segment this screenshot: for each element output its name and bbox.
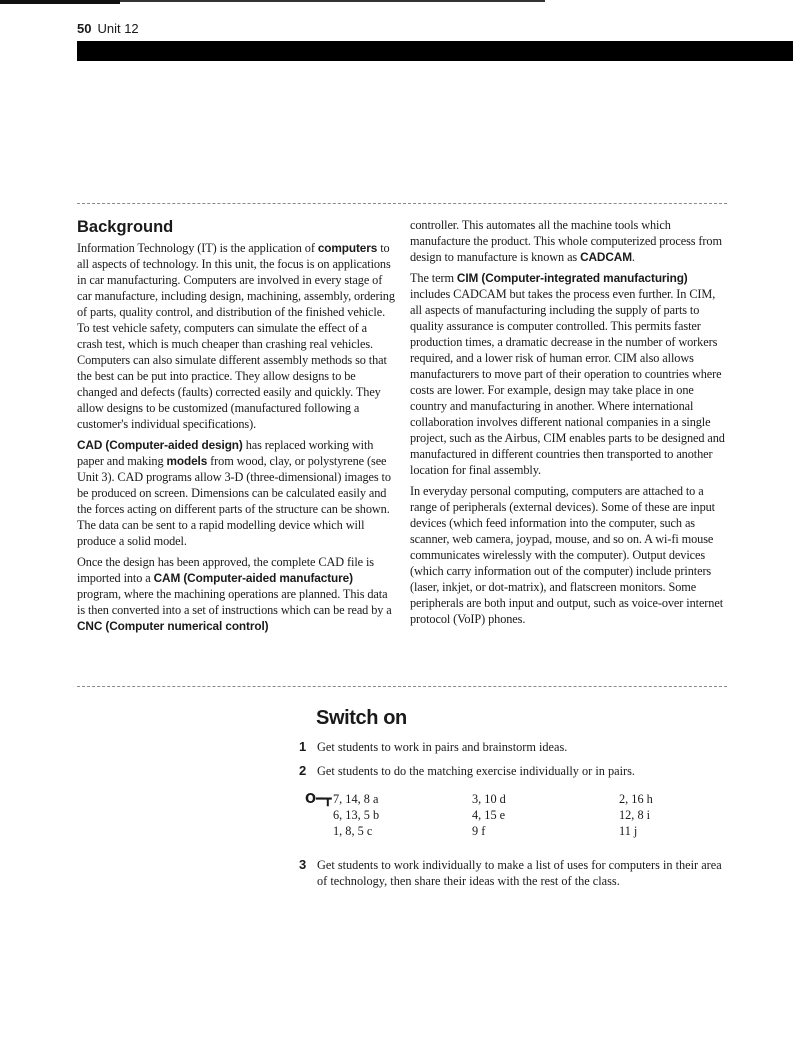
text-run: Information Technology (IT) is the application of [77,241,318,255]
task-text: Get students to work individually to make a list of uses for computers in their area of technology, then share their ideas with the rest of the class. [317,858,722,888]
body-paragraph [410,483,728,627]
switch-on-heading: Switch on [316,707,407,729]
task-number: 2 [299,763,307,778]
top-rule-accent [0,0,120,4]
answer: 12, 8 i [619,808,651,822]
left-paragraphs [77,240,395,634]
task-number: 3 [299,857,307,872]
text-run: . [631,250,635,264]
task-number: 1 [299,739,307,754]
body-paragraph [77,240,395,432]
text-run: In everyday personal computing, computers are attached to a range of peripherals (external devices). Some of these are input devices (which feed information into the computer, such as scanner, web camera, joypad, mouse, and so on. A wi-fi mouse communicates wirelessly with the computer). Output devices (which carry information out of the computer) include printers (laser, inkjet, or dot-matrix), and flatscreen monitors. Some peripherals are both input and output, such as voice-over internet protocol (VoIP) phones. [410,484,724,626]
text-run: program, where the machining operations are planned. This data is then converted into a set of instructions which can be read by a [77,587,392,617]
text-run: from wood, clay, or polystyrene (see Unit 3). CAD programs allow 3-D (three-dimensional) images to be produced on screen. Dimensions can be calculated easily and the forces acting on different parts of the structure can be shown. The data can be sent to a rapid modelling device which will produce a solid model. [77,454,391,548]
page-number: 50 [77,21,92,36]
body-paragraph [410,270,728,478]
answer: 9 f [472,824,486,838]
key-term: CNC (Computer numerical control) [77,619,269,633]
text-run: to all aspects of technology. In this unit, the focus is on applications in car manufacturing. Computers are involved in every stage of car manufacture, including design, machining, assembly, ordering of parts, quality control, and distribution of the finished vehicle. To test vehicle safety, computers can simulate the effect of a crash test, which is much cheaper than crashing real vehicles. Computers can also simulate different assembly methods so that the best can be put into practice. They allow designs to be changed and defects (faults) corrected easily and quickly. They allow designs to be customized (manufactured following a customer's individual specifications). [77,241,395,431]
text-run: controller. This automates all the machine tools which manufacture the product. This whole computerized process from design to manufacture is known as [410,218,722,264]
key-term: CAD (Computer-aided design) [77,438,243,452]
answer: 4, 15 e [472,808,506,822]
text-run: The term [410,271,457,285]
answer: 3, 10 d [472,792,506,806]
body-paragraph [77,437,395,549]
key-term: models [166,454,208,468]
answer: 11 j [619,824,638,838]
section-divider-bottom [77,686,727,687]
task-item [299,857,729,889]
key-term: computers [317,241,378,255]
body-paragraph [410,217,728,265]
text-run: Once the design has been approved, the complete CAD file is imported into a [77,555,374,585]
unit-label: Unit 12 [97,21,139,36]
answer: 2, 16 h [619,792,653,806]
switch-on-section [316,707,736,730]
page-header [77,21,139,36]
key-term: CIM (Computer-integrated manufacturing) [456,271,688,285]
section-divider-top [77,203,727,204]
background-right-column [410,217,728,632]
key-term: CAM (Computer-aided manufacture) [153,571,353,585]
task-text: Get students to work in pairs and brainstorm ideas. [317,740,568,754]
body-paragraph [77,554,395,634]
task-text: Get students to do the matching exercise individually or in pairs. [317,764,635,778]
text-run: has replaced working with paper and making [77,438,374,468]
text-run: includes CADCAM but takes the process even further. In CIM, all aspects of manufacturing including the supply of parts to quality assurance is computer controlled. This permits faster production times, a dramatic decrease in the number of workers required, and a lower risk of human error. CIM also allows manufacturers to move part of their operation to countries where costs are lower. For example, design may take place in one country and manufacturing in another. Where international collaboration involves different national companies in a single project, such as the Airbus, CIM enables parts to be designed and manufactured in different countries then transported to another location for final assembly. [410,287,725,477]
answer: 6, 13, 5 b [333,808,380,822]
background-left-column [77,218,395,639]
header-band [77,41,793,61]
task-item [299,739,729,755]
right-paragraphs [410,217,728,627]
task-item [299,763,729,779]
key-term: CADCAM [580,250,632,264]
answer: 1, 8, 5 c [333,824,373,838]
background-heading: Background [77,218,174,236]
key-icon: O━┳ [305,792,332,807]
answer: 7, 14, 8 a [333,792,379,806]
